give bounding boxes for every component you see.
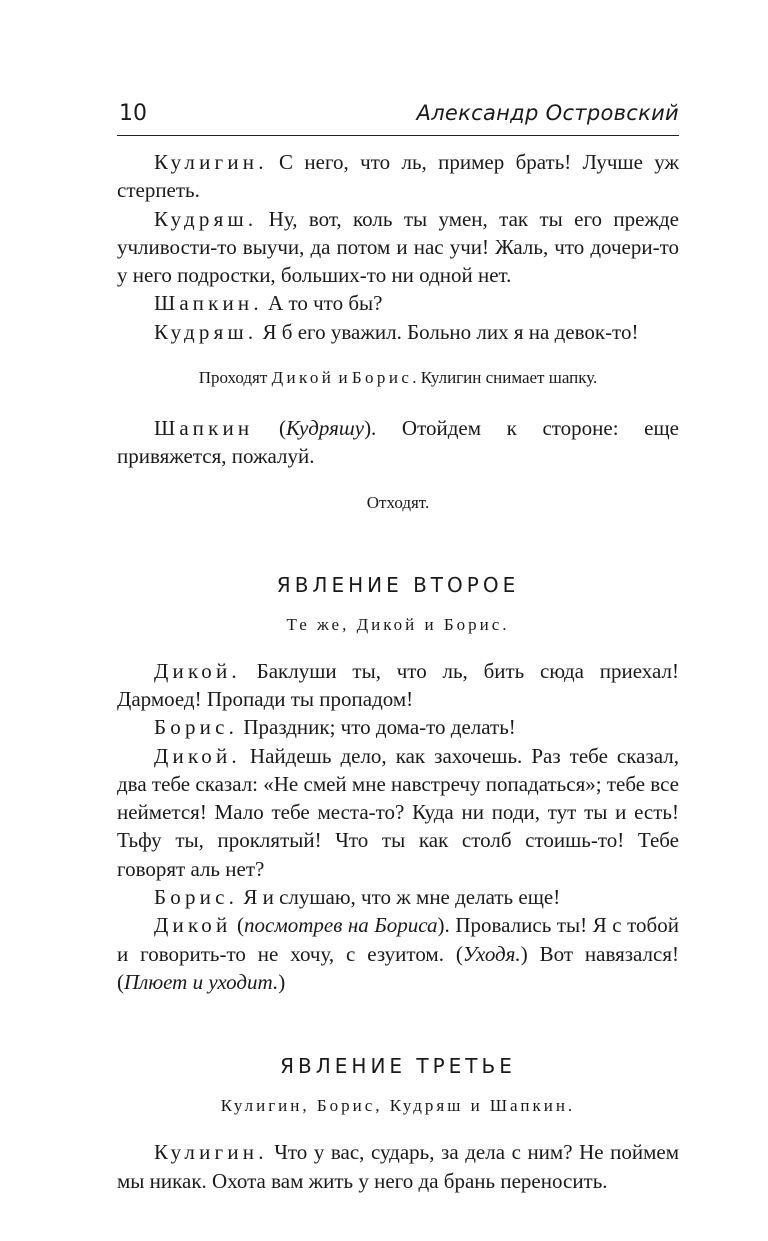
speaker-name: Кулигин. (154, 150, 268, 174)
speaker-name: Шапкин. (154, 291, 263, 316)
speech-text: ( (231, 913, 244, 938)
character-name: Борис (351, 368, 413, 388)
speech-text: Ну, вот, коль ты умен, так ты его прежде учливости-то выучи, да потом и нас учи! Жаль, что дочери-то у него подростки, больших-то ни одной нет. (117, 206, 679, 288)
stage-remark: посмотрев на Бориса (244, 913, 438, 938)
speaker-name: Дикой (154, 913, 232, 938)
scene-title: ЯВЛЕНИЕ ВТОРОЕ (276, 572, 520, 597)
speaker-name: Шапкин (154, 416, 254, 441)
speech-line (117, 742, 679, 883)
speech-text: А то что бы? (262, 291, 383, 316)
speech-line (117, 148, 679, 205)
page-number: 10 (119, 101, 147, 126)
speech-line (117, 657, 679, 714)
stage-remark: Кудряшу (285, 416, 365, 441)
speech-text: ( (253, 416, 286, 441)
character-name: Дикой (271, 368, 335, 388)
speech-text: Я б его уважил. Больно лих я на девок-то! (257, 319, 639, 344)
speech-text: Я и слушаю, что ж мне делать еще! (238, 885, 561, 910)
page-header (117, 97, 679, 136)
speech-text: Баклуши ты, что ль, бить сюда приехал! Дармоед! Пропади ты пропадом! (117, 658, 679, 711)
speech-text: ) Вот навязался! ( (117, 941, 680, 994)
scene-cast: Кулигин, Борис, Кудряш и Шапкин. (220, 1096, 576, 1116)
speech-text: Найдешь дело, как захочешь. Раз тебе сказал, два тебе сказал: «Не смей мне навстречу попадаться»; тебе все неймется! Мало тебе места-то? Куда ни поди, тут ты и есть! Тьфу ты, проклятый! Что ты как столб стоишь-то! Тебе говорят аль нет? (117, 743, 679, 881)
speaker-name: Дикой. (154, 743, 241, 768)
speech-line (117, 205, 679, 290)
speech-line (117, 1138, 679, 1195)
speech-line (117, 414, 679, 471)
stage-remark: Плюет и уходит. (124, 969, 279, 994)
speech-text: ). Отойдем к стороне: еще привяжется, пожалуй. (117, 416, 679, 469)
scene-title: ЯВЛЕНИЕ ТРЕТЬЕ (280, 1054, 516, 1079)
speech-line (117, 883, 679, 911)
speaker-name: Борис. (154, 885, 239, 910)
stage-text: и (334, 368, 352, 388)
speaker-name: Кудряш. (154, 319, 258, 344)
stage-direction: Отходят. (366, 492, 430, 512)
speech-text: Что у вас, сударь, за дела с ним? Не поймем мы никак. Охота вам жить у него да брань переносить. (117, 1140, 679, 1193)
scene-cast: Те же, Дикой и Борис. (286, 614, 510, 634)
running-title: Александр Островский (416, 101, 679, 125)
speech-text: С него, что ль, пример брать! Лучше уж стерпеть. (117, 150, 679, 203)
speech-line (117, 289, 679, 317)
speech-line (117, 911, 679, 996)
speech-text: ). Провались ты! Я с тобой и говорить-то не хочу, с езуитом. ( (117, 913, 679, 966)
stage-text: Проходят (198, 368, 272, 388)
speech-text: Праздник; что дома-то делать! (238, 715, 516, 740)
stage-remark: Уходя. (462, 941, 521, 966)
speaker-name: Борис. (154, 715, 239, 740)
speaker-name: Кулигин. (154, 1140, 268, 1165)
speech-text: ) (278, 969, 286, 994)
speech-line (117, 318, 679, 346)
page-body (117, 148, 679, 1195)
speech-line (117, 713, 679, 741)
speaker-name: Дикой. (154, 658, 241, 683)
speaker-name: Кудряш. (154, 206, 258, 231)
stage-text: . Кулигин снимает шапку. (412, 368, 598, 388)
stage-direction (117, 366, 679, 390)
